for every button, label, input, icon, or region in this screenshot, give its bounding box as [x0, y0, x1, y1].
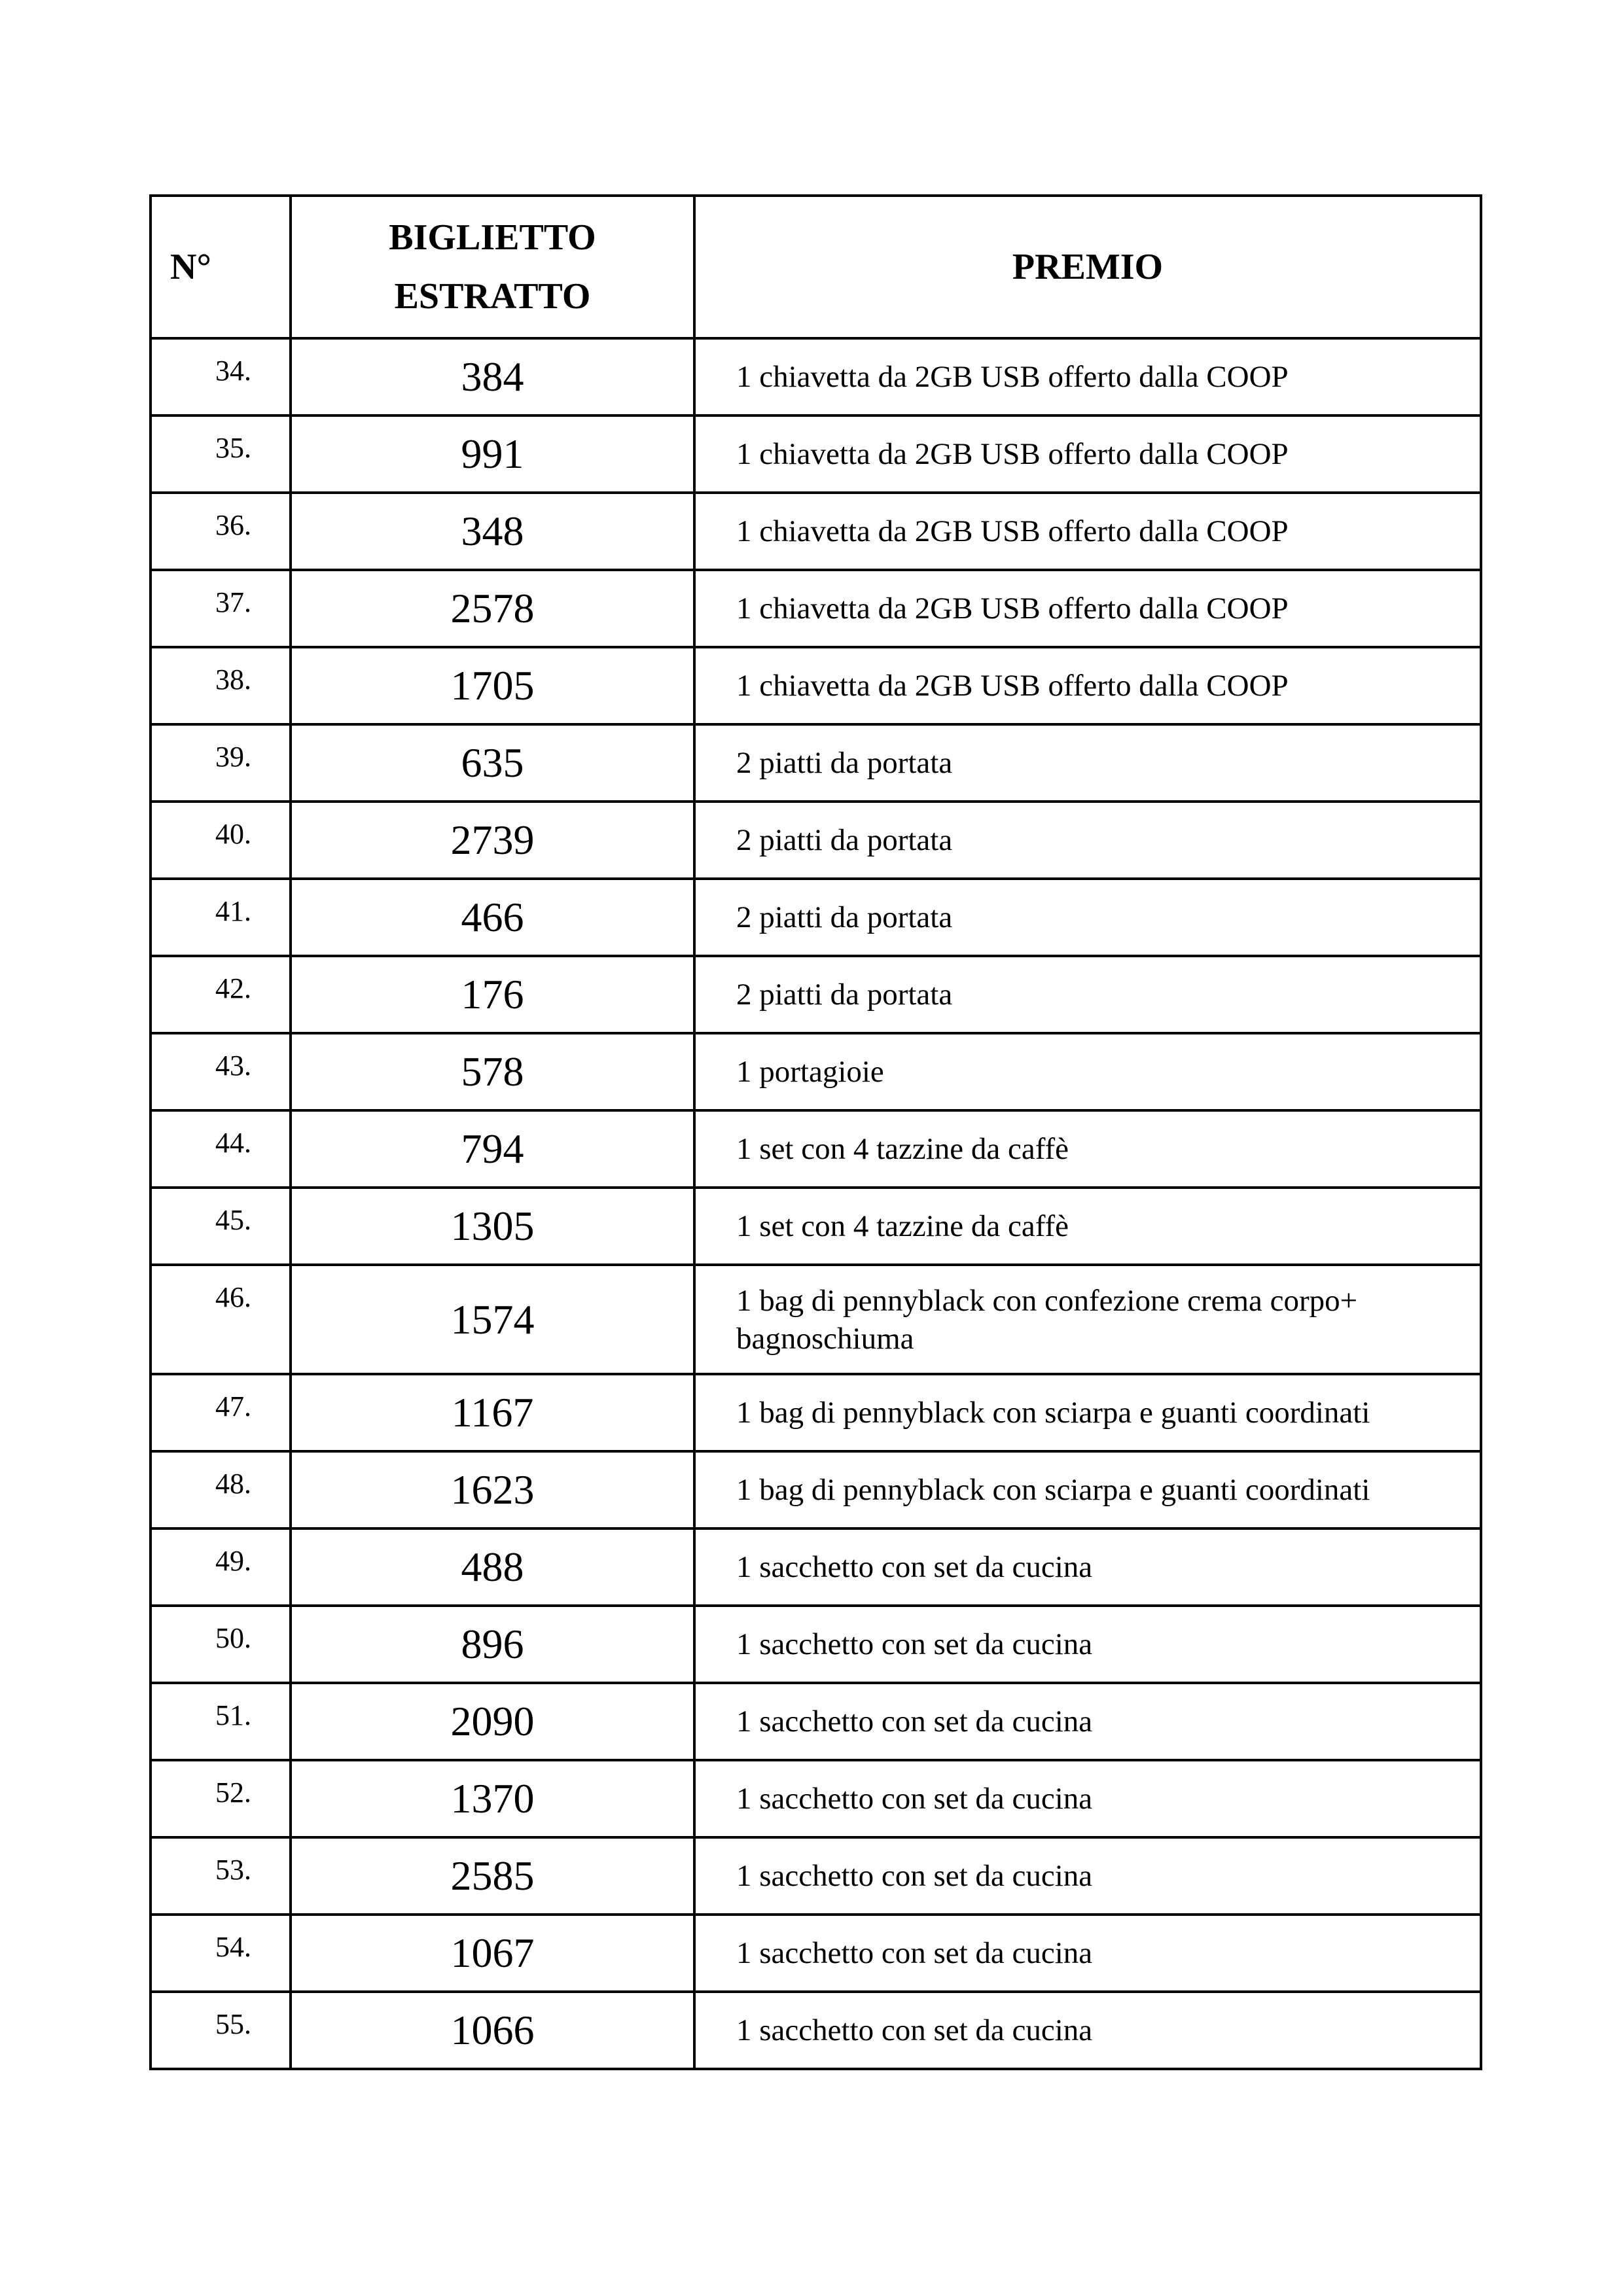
- prize-description: 1 sacchetto con set da cucina: [694, 1837, 1481, 1915]
- ticket-number: 1167: [291, 1374, 694, 1451]
- row-number: 39.: [151, 724, 291, 802]
- row-number: 49.: [151, 1528, 291, 1606]
- ticket-number: 348: [291, 493, 694, 570]
- prize-description: 1 chiavetta da 2GB USB offerto dalla COOP: [694, 338, 1481, 415]
- prize-description: 2 piatti da portata: [694, 956, 1481, 1033]
- prize-description: 1 chiavetta da 2GB USB offerto dalla COOP: [694, 647, 1481, 724]
- table-row: [151, 415, 1481, 493]
- prize-description: 1 sacchetto con set da cucina: [694, 1606, 1481, 1683]
- row-number: 36.: [151, 493, 291, 570]
- prize-description: 2 piatti da portata: [694, 724, 1481, 802]
- ticket-number: 2578: [291, 570, 694, 647]
- table-row: [151, 724, 1481, 802]
- row-number: 45.: [151, 1188, 291, 1265]
- prize-description: 1 bag di pennyblack con sciarpa e guanti coordinati: [694, 1374, 1481, 1451]
- table-row: [151, 879, 1481, 956]
- row-number: 50.: [151, 1606, 291, 1683]
- ticket-number: 466: [291, 879, 694, 956]
- row-number: 35.: [151, 415, 291, 493]
- ticket-number: 384: [291, 338, 694, 415]
- row-number: 48.: [151, 1451, 291, 1528]
- row-number: 53.: [151, 1837, 291, 1915]
- prize-description: 1 chiavetta da 2GB USB offerto dalla COOP: [694, 570, 1481, 647]
- prize-description: 1 set con 4 tazzine da caffè: [694, 1188, 1481, 1265]
- prize-description: 2 piatti da portata: [694, 802, 1481, 879]
- table-row: [151, 1188, 1481, 1265]
- row-number: 54.: [151, 1915, 291, 1992]
- table-row: [151, 1033, 1481, 1110]
- table-row: [151, 1683, 1481, 1760]
- table-row: [151, 1915, 1481, 1992]
- ticket-number: 1067: [291, 1915, 694, 1992]
- row-number: 47.: [151, 1374, 291, 1451]
- prize-description: 1 sacchetto con set da cucina: [694, 1915, 1481, 1992]
- table-header-row: [151, 196, 1481, 338]
- ticket-number: 1574: [291, 1265, 694, 1374]
- prize-description: 1 bag di pennyblack con sciarpa e guanti coordinati: [694, 1451, 1481, 1528]
- ticket-number: 2585: [291, 1837, 694, 1915]
- ticket-number: 1066: [291, 1992, 694, 2069]
- table-row: [151, 1451, 1481, 1528]
- table-row: [151, 1837, 1481, 1915]
- ticket-number: 896: [291, 1606, 694, 1683]
- header-ticket-line2: ESTRATTO: [394, 276, 591, 317]
- ticket-number: 991: [291, 415, 694, 493]
- row-number: 52.: [151, 1760, 291, 1837]
- header-ticket-line1: BIGLIETTO: [389, 217, 596, 258]
- row-number: 40.: [151, 802, 291, 879]
- table-row: [151, 1110, 1481, 1188]
- prize-description: 2 piatti da portata: [694, 879, 1481, 956]
- header-prize: PREMIO: [694, 196, 1481, 338]
- row-number: 42.: [151, 956, 291, 1033]
- table-body: [151, 338, 1481, 2069]
- ticket-number: 1370: [291, 1760, 694, 1837]
- ticket-number: 176: [291, 956, 694, 1033]
- ticket-number: 1305: [291, 1188, 694, 1265]
- ticket-number: 635: [291, 724, 694, 802]
- table-row: [151, 647, 1481, 724]
- prize-description: 1 sacchetto con set da cucina: [694, 1992, 1481, 2069]
- header-ticket: [291, 196, 694, 338]
- ticket-number: 488: [291, 1528, 694, 1606]
- prize-draw-table: [149, 194, 1482, 2070]
- prize-description: 1 sacchetto con set da cucina: [694, 1760, 1481, 1837]
- row-number: 46.: [151, 1265, 291, 1374]
- row-number: 37.: [151, 570, 291, 647]
- table-row: [151, 802, 1481, 879]
- prize-description: 1 set con 4 tazzine da caffè: [694, 1110, 1481, 1188]
- table-row: [151, 1528, 1481, 1606]
- row-number: 41.: [151, 879, 291, 956]
- row-number: 51.: [151, 1683, 291, 1760]
- row-number: 55.: [151, 1992, 291, 2069]
- prize-description: 1 chiavetta da 2GB USB offerto dalla COOP: [694, 493, 1481, 570]
- table-row: [151, 1374, 1481, 1451]
- row-number: 38.: [151, 647, 291, 724]
- prize-description: 1 portagioie: [694, 1033, 1481, 1110]
- table-row: [151, 570, 1481, 647]
- ticket-number: 2739: [291, 802, 694, 879]
- ticket-number: 2090: [291, 1683, 694, 1760]
- table-row: [151, 493, 1481, 570]
- ticket-number: 1705: [291, 647, 694, 724]
- table-row: [151, 956, 1481, 1033]
- ticket-number: 1623: [291, 1451, 694, 1528]
- table-row: [151, 1606, 1481, 1683]
- table-row: [151, 1265, 1481, 1374]
- table-row: [151, 1992, 1481, 2069]
- row-number: 34.: [151, 338, 291, 415]
- prize-description: 1 sacchetto con set da cucina: [694, 1528, 1481, 1606]
- ticket-number: 794: [291, 1110, 694, 1188]
- prize-description: 1 sacchetto con set da cucina: [694, 1683, 1481, 1760]
- table-row: [151, 338, 1481, 415]
- header-number: N°: [151, 196, 291, 338]
- row-number: 44.: [151, 1110, 291, 1188]
- ticket-number: 578: [291, 1033, 694, 1110]
- prize-description: 1 bag di pennyblack con confezione crema corpo+ bagnoschiuma: [694, 1265, 1481, 1374]
- table-row: [151, 1760, 1481, 1837]
- prize-description: 1 chiavetta da 2GB USB offerto dalla COOP: [694, 415, 1481, 493]
- row-number: 43.: [151, 1033, 291, 1110]
